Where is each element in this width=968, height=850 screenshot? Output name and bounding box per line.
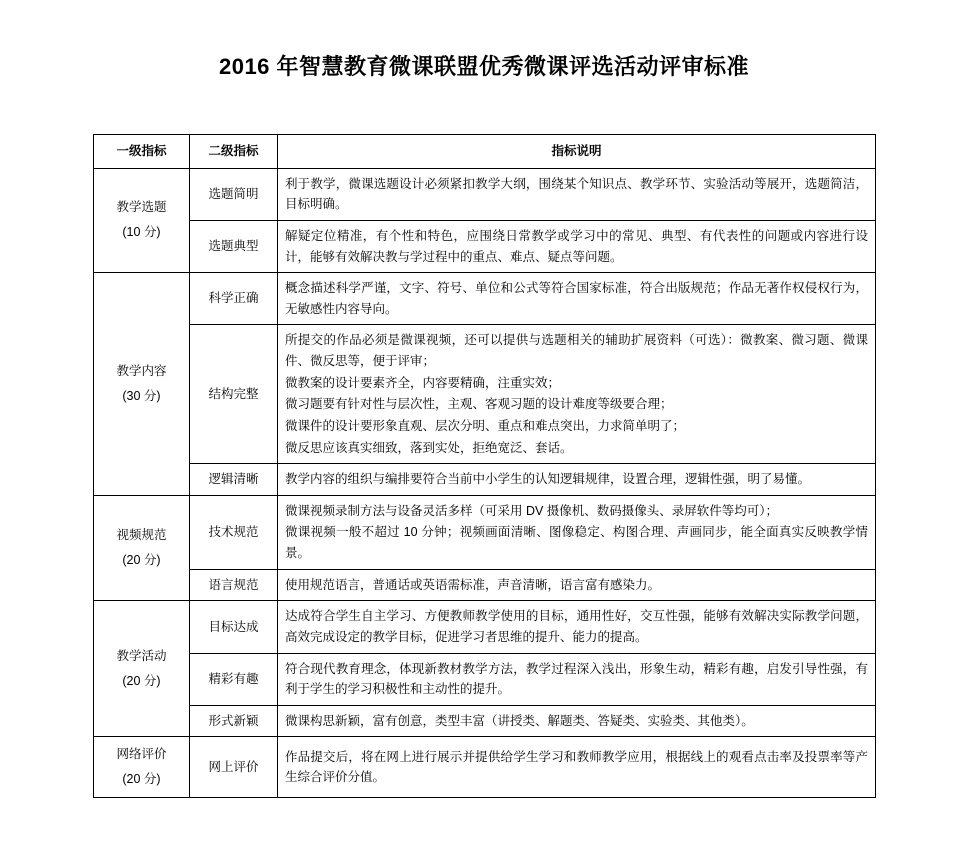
table-row xyxy=(94,464,876,496)
table-header-row xyxy=(94,135,876,169)
description-cell xyxy=(278,737,876,798)
description-cell xyxy=(278,495,876,569)
level1-name: 教学选题 xyxy=(116,200,167,215)
level1-name: 网络评价 xyxy=(116,747,167,762)
table-header xyxy=(94,135,876,169)
table-row xyxy=(94,601,876,653)
description-cell xyxy=(278,464,876,496)
column-header-level2: 二级指标 xyxy=(190,135,278,169)
description-line: 教学内容的组织与编排要符合当前中小学生的认知逻辑规律，设置合理，逻辑性强，明了易懂。 xyxy=(285,472,811,487)
description-line: 微习题要有针对性与层次性，主观、客观习题的设计难度等级要合理； xyxy=(285,397,673,412)
table-row xyxy=(94,737,876,798)
description-line: 符合现代教育理念，体现新教材教学方法，教学过程深入浅出，形象生动，精彩有趣，启发引导性强，有利于学生的学习积极性和主动性的提升。 xyxy=(285,661,868,697)
level1-score: (20 分) xyxy=(122,553,161,567)
description-line: 概念描述科学严谨，文字、符号、单位和公式等符合国家标准，符合出版规范；作品无著作权侵权行为，无敏感性内容导向。 xyxy=(285,281,868,316)
description-line: 解疑定位精准，有个性和特色，应围绕日常教学或学习中的常见、典型、有代表性的问题或内容进行设计，能够有效解决教与学过程中的重点、难点、疑点等问题。 xyxy=(285,228,868,264)
table-row xyxy=(94,220,876,272)
level1-score: (20 分) xyxy=(122,673,161,688)
level1-name: 视频规范 xyxy=(116,528,167,542)
table-row xyxy=(94,325,876,464)
column-header-level1: 一级指标 xyxy=(94,135,190,169)
table-row xyxy=(94,273,876,325)
description-line: 使用规范语言，普通话或英语需标准，声音清晰，语言富有感染力。 xyxy=(285,577,661,592)
level2-cell: 技术规范 xyxy=(190,495,278,569)
description-line: 微反思应该真实细致，落到实处，拒绝宽泛、套话。 xyxy=(285,440,573,455)
description-line: 所提交的作品必须是微课视频，还可以提供与选题相关的辅助扩展资料（可选）：微教案、微习题、微课件、微反思等，便于评审； xyxy=(285,333,868,368)
level1-score: (20 分) xyxy=(122,772,161,787)
table-row xyxy=(94,705,876,737)
level2-cell: 选题典型 xyxy=(190,220,278,272)
table-row xyxy=(94,168,876,220)
level2-cell: 精彩有趣 xyxy=(190,653,278,705)
level2-cell: 语言规范 xyxy=(190,569,278,601)
description-cell xyxy=(278,273,876,325)
page-title: 2016 年智慧教育微课联盟优秀微课评选活动评审标准 xyxy=(218,54,750,79)
description-line: 利于教学，微课选题设计必须紧扣教学大纲，围绕某个知识点、教学环节、实验活动等展开，选题简洁，目标明确。 xyxy=(285,176,868,212)
level1-cell xyxy=(94,601,190,737)
description-cell xyxy=(278,220,876,272)
table-row xyxy=(94,653,876,705)
column-header-description: 指标说明 xyxy=(278,135,876,169)
level1-cell xyxy=(94,273,190,496)
level1-score: (10 分) xyxy=(122,225,161,240)
description-cell xyxy=(278,168,876,220)
description-cell xyxy=(278,705,876,737)
description-cell xyxy=(278,325,876,464)
level1-name: 教学活动 xyxy=(116,648,167,663)
level2-cell: 逻辑清晰 xyxy=(190,464,278,496)
table-row xyxy=(94,495,876,569)
level1-name: 教学内容 xyxy=(116,363,167,378)
criteria-table-container xyxy=(93,81,875,798)
description-line: 微课视频录制方法与设备灵活多样（可采用 DV 摄像机、数码摄像头、录屏软件等均可）； xyxy=(285,503,779,518)
level2-cell: 网上评价 xyxy=(190,737,278,798)
description-cell xyxy=(278,569,876,601)
level2-cell: 科学正确 xyxy=(190,273,278,325)
level1-cell xyxy=(94,168,190,273)
criteria-table xyxy=(93,134,876,798)
description-line: 微课视频一般不超过 10 分钟；视频画面清晰、图像稳定、构图合理、声画同步，能全面真实反映教学情景。 xyxy=(285,525,868,560)
level1-cell xyxy=(94,495,190,601)
level1-score: (30 分) xyxy=(122,388,161,403)
table-row xyxy=(94,569,876,601)
level2-cell: 形式新颖 xyxy=(190,705,278,737)
level2-cell: 结构完整 xyxy=(190,325,278,464)
description-line: 微教案的设计要素齐全，内容要精确，注重实效； xyxy=(285,375,561,390)
description-line: 微课构思新颖，富有创意，类型丰富（讲授类、解题类、答疑类、实验类、其他类）。 xyxy=(285,713,754,728)
description-cell xyxy=(278,601,876,653)
level2-cell: 选题简明 xyxy=(190,168,278,220)
description-cell xyxy=(278,653,876,705)
description-line: 作品提交后，将在网上进行展示并提供给学生学习和教师教学应用，根据线上的观看点击率及投票率等产生综合评价分值。 xyxy=(285,749,868,785)
description-line: 微课件的设计要形象直观、层次分明、重点和难点突出，力求简单明了； xyxy=(285,418,686,433)
level1-cell xyxy=(94,737,190,798)
table-body xyxy=(94,168,876,798)
level2-cell: 目标达成 xyxy=(190,601,278,653)
description-line: 达成符合学生自主学习、方便教师教学使用的目标，通用性好，交互性强，能够有效解决实际教学问题，高效完成设定的教学目标，促进学习者思维的提升、能力的提高。 xyxy=(285,609,868,644)
